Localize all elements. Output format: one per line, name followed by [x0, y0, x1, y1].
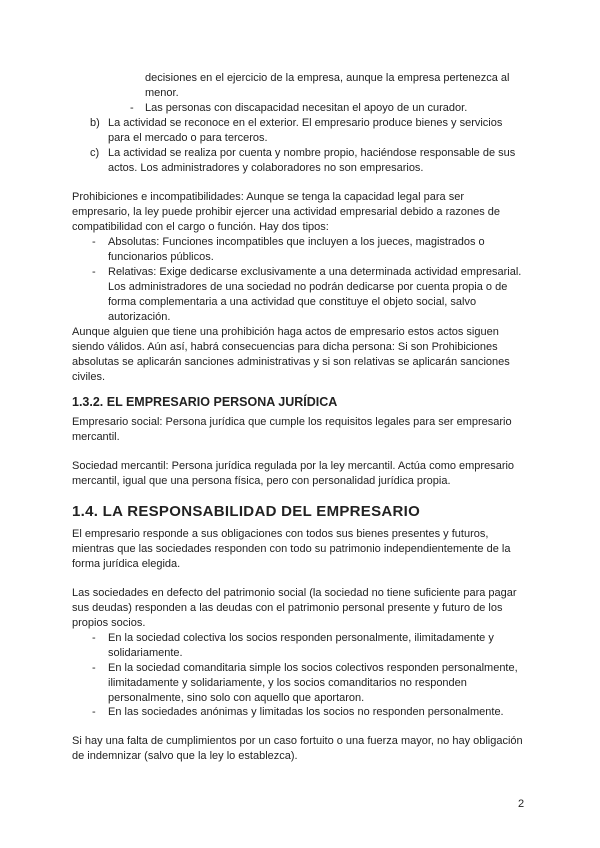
bullet-marker: -	[92, 236, 96, 248]
text-line: Las personas con discapacidad necesitan el apoyo de un curador.	[145, 102, 468, 114]
text-line: Relativas: Exige dedicarse exclusivamente a una determinada actividad empresarial.	[108, 266, 522, 278]
text-line: civiles.	[72, 371, 106, 383]
text-line: solidariamente.	[108, 647, 183, 659]
bullet-marker: -	[92, 662, 96, 674]
bullet-marker: -	[130, 102, 134, 114]
page-number: 2	[518, 798, 525, 810]
text-line: Sociedad mercantil: Persona jurídica regulada por la ley mercantil. Actúa como empresario	[72, 460, 515, 472]
bullet-marker: -	[92, 706, 96, 718]
text-line: Aunque alguien que tiene una prohibición haga actos de empresario estos actos siguen	[72, 326, 499, 338]
text-line: forma complementaria a una actividad que constituye el objeto social, salvo	[108, 296, 477, 308]
text-line: mientras que las sociedades responden con todo su patrimonio independientemente de la	[72, 543, 511, 555]
text-line: forma jurídica elegida.	[72, 558, 181, 570]
section-heading: 1.4. LA RESPONSABILIDAD DEL EMPRESARIO	[72, 503, 421, 520]
text-line: El empresario responde a sus obligaciones con todos sus bienes presentes y futuros,	[72, 528, 489, 540]
bullet-marker: -	[92, 632, 96, 644]
text-line: Prohibiciones e incompatibilidades: Aunque se tenga la capacidad legal para ser	[72, 191, 464, 203]
text-line: Empresario social: Persona jurídica que cumple los requisitos legales para ser empresario	[72, 416, 512, 428]
text-line: ilimitadamente y solidariamente, y los socios comanditarios no responden	[108, 677, 467, 689]
list-marker: c)	[90, 147, 100, 159]
text-line: decisiones en el ejercicio de la empresa, aunque la empresa pertenezca al	[145, 72, 510, 84]
list-marker: b)	[90, 117, 100, 129]
text-line: autorización.	[108, 311, 171, 323]
text-line: En las sociedades anónimas y limitadas los socios no responden personalmente.	[108, 706, 504, 718]
text-line: La actividad se reconoce en el exterior. El empresario produce bienes y servicios	[108, 117, 503, 129]
text-line: funcionarios públicos.	[108, 251, 214, 263]
text-line: actos. Los administradores y colaboradores no son empresarios.	[108, 162, 424, 174]
text-line: Los administradores de una sociedad no podrán dedicarse por cuenta propia o de	[108, 281, 508, 293]
text-line: sus deudas) responden a las deudas con el patrimonio personal presente y futuro de los	[72, 602, 503, 614]
text-line: menor.	[145, 87, 179, 99]
text-line: mercantil.	[72, 431, 120, 443]
text-line: Las sociedades en defecto del patrimonio social (la sociedad no tiene suficiente para pagar	[72, 587, 517, 599]
text-line: Absolutas: Funciones incompatibles que incluyen a los jueces, magistrados o	[108, 236, 485, 248]
text-line: personalmente, sino solo con aquello que aportaron.	[108, 692, 365, 704]
text-line: empresario, la ley puede prohibir ejercer una actividad empresarial debido a razones de	[72, 206, 501, 218]
text-line: Si hay una falta de cumplimientos por un caso fortuito o una fuerza mayor, no hay obligación	[72, 735, 523, 747]
text-line: siendo válidos. Aún así, habrá consecuencias para dicha persona: Si son Prohibiciones	[72, 341, 498, 353]
text-line: absolutas se aplicarán sanciones administrativas y si son relativas se aplicarán sanciones	[72, 356, 510, 368]
text-line: compatibilidad con el cargo o función. Hay dos tipos:	[72, 221, 329, 233]
section-heading: 1.3.2. EL EMPRESARIO PERSONA JURÍDICA	[72, 395, 338, 409]
text-line: mercantil, igual que una persona física, pero con personalidad jurídica propia.	[72, 475, 451, 487]
text-line: En la sociedad colectiva los socios responden personalmente, ilimitadamente y	[108, 632, 494, 644]
text-line: de indemnizar (salvo que la ley lo establezca).	[72, 750, 298, 762]
text-line: propios socios.	[72, 617, 146, 629]
bullet-marker: -	[92, 266, 96, 278]
text-line: para el mercado o para terceros.	[108, 132, 268, 144]
text-line: En la sociedad comanditaria simple los socios colectivos responden personalmente,	[108, 662, 518, 674]
text-line: La actividad se realiza por cuenta y nombre propio, haciéndose responsable de sus	[108, 147, 516, 159]
